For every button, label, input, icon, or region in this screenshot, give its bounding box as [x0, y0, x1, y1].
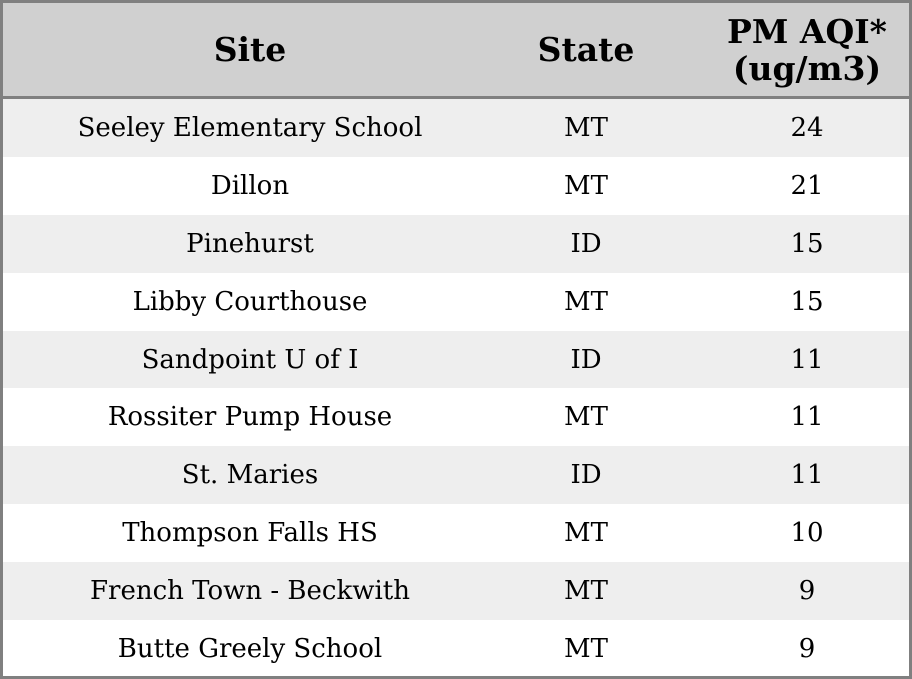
state-cell: ID — [570, 228, 602, 259]
table-row — [3, 215, 909, 273]
site-cell: Seeley Elementary School — [77, 112, 423, 143]
state-cell: MT — [564, 576, 608, 607]
column-header-pm-aqi-unit: (ug/m3) — [732, 48, 882, 88]
pm-aqi-cell: 15 — [790, 286, 824, 317]
pm-aqi-cell: 11 — [790, 344, 824, 375]
state-cell: MT — [564, 402, 608, 433]
pm-aqi-cell: 24 — [790, 112, 824, 143]
site-cell: Rossiter Pump House — [107, 402, 393, 433]
table-row — [3, 446, 909, 504]
column-header-site-label: Site — [213, 30, 287, 69]
site-cell: Libby Courthouse — [132, 286, 368, 317]
column-header-site — [3, 3, 497, 98]
site-cell: Thompson Falls HS — [122, 518, 378, 549]
pm-aqi-cell: 11 — [790, 460, 824, 491]
table-row — [3, 388, 909, 446]
pm-aqi-cell: 9 — [798, 576, 816, 607]
column-header-state — [497, 3, 675, 98]
site-cell: Sandpoint U of I — [141, 344, 359, 375]
site-cell: Dillon — [210, 170, 290, 201]
pm-aqi-cell: 15 — [790, 228, 824, 259]
state-cell: MT — [564, 170, 608, 201]
table-row — [3, 504, 909, 562]
state-cell: ID — [570, 344, 602, 375]
table-body — [3, 98, 909, 678]
state-cell: MT — [564, 518, 608, 549]
column-header-pm-aqi-label: PM AQI* — [727, 11, 887, 51]
column-header-pm-aqi — [675, 3, 909, 98]
state-cell: MT — [564, 633, 608, 664]
pm-aqi-cell: 11 — [790, 402, 824, 433]
data-table — [3, 3, 909, 678]
state-cell: ID — [570, 460, 602, 491]
table-row — [3, 98, 909, 157]
site-cell: French Town - Beckwith — [89, 576, 411, 607]
state-cell: MT — [564, 112, 608, 143]
site-cell: Butte Greely School — [117, 633, 383, 664]
header-row — [3, 3, 909, 98]
state-cell: MT — [564, 286, 608, 317]
table-row — [3, 562, 909, 620]
table-row — [3, 157, 909, 215]
column-header-state-label: State — [537, 30, 635, 69]
table-row — [3, 620, 909, 678]
pm-aqi-cell: 10 — [790, 518, 824, 549]
site-cell: Pinehurst — [186, 228, 314, 259]
site-cell: St. Maries — [181, 460, 319, 491]
pm-aqi-cell: 9 — [798, 633, 816, 664]
table-row — [3, 331, 909, 389]
table-row — [3, 273, 909, 331]
pm-aqi-cell: 21 — [790, 170, 824, 201]
